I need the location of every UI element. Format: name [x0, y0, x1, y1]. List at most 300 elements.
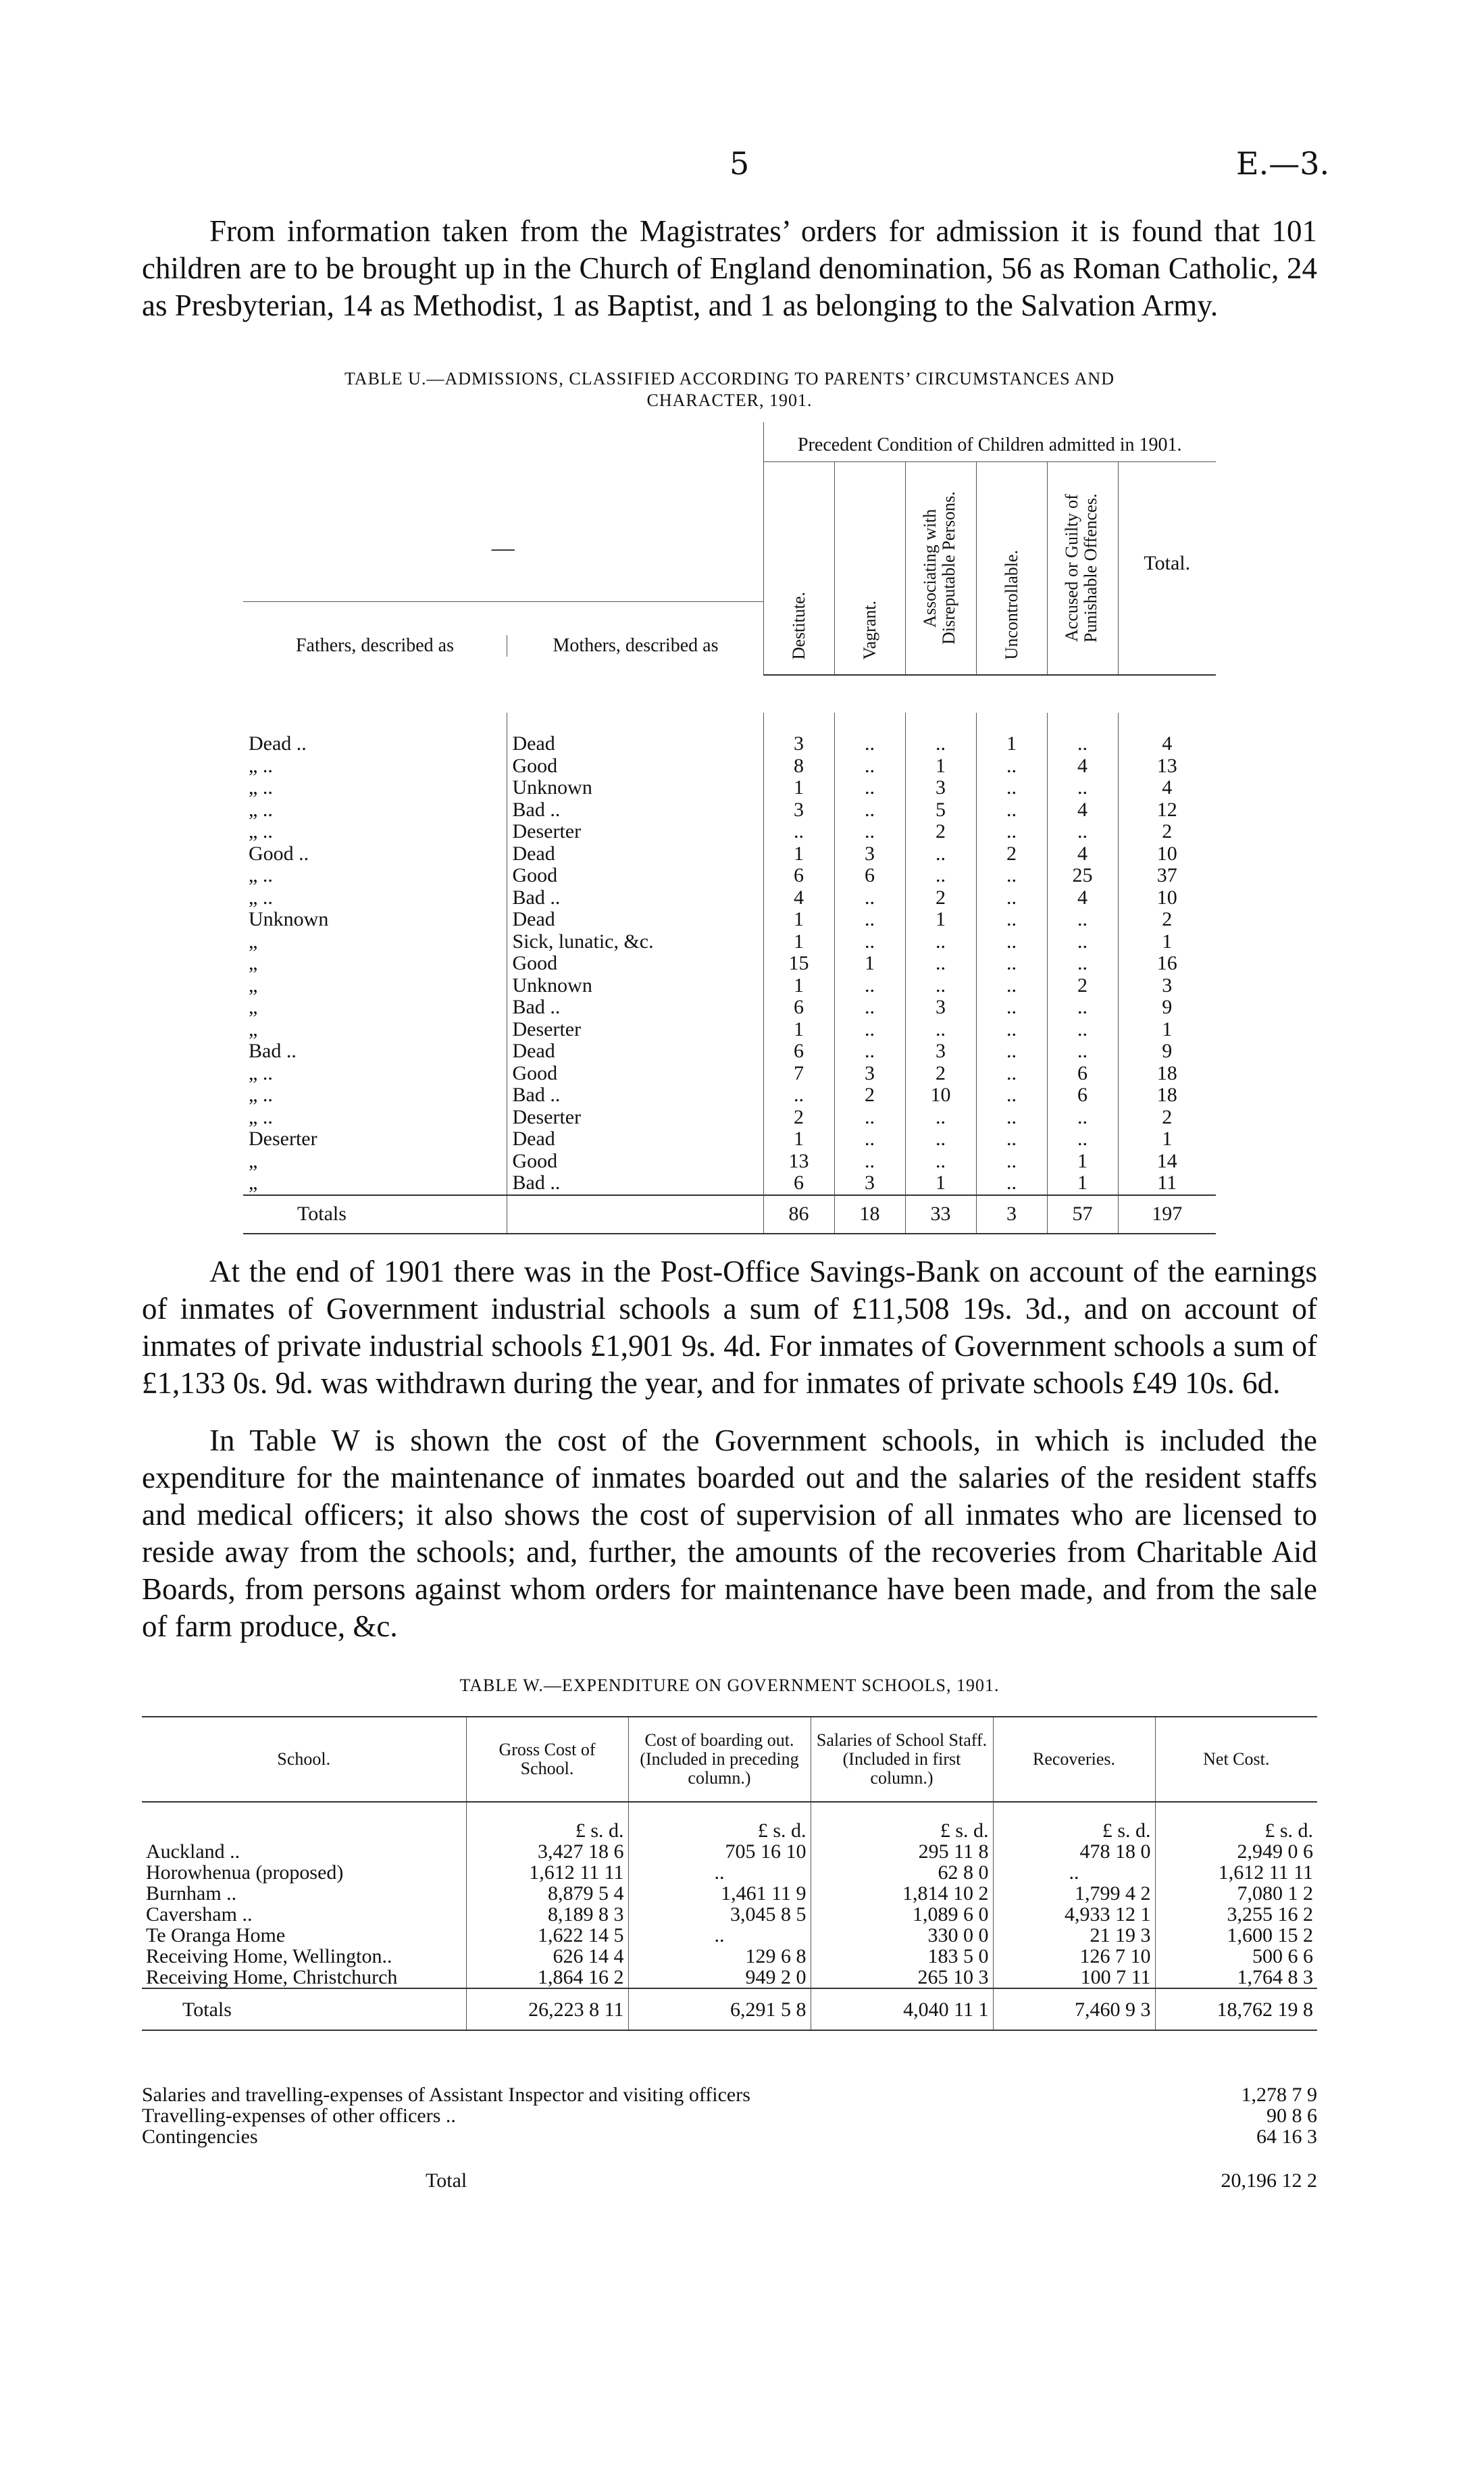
totals-value: 86: [763, 1195, 834, 1234]
value-cell: ..: [1047, 713, 1118, 755]
table-row: [243, 997, 1216, 1019]
value-cell: ..: [1047, 777, 1118, 799]
table-w-caption: TABLE W.—EXPENDITURE ON GOVERNMENT SCHOOLS, 1901.: [459, 1676, 1000, 1695]
money-cell: 100 7 11: [993, 1967, 1155, 1988]
units-cell: £ s. d.: [811, 1802, 993, 1841]
table-row: [243, 799, 1216, 822]
mother-cell: Bad ..: [507, 997, 763, 1019]
table-row: [243, 1063, 1216, 1085]
money-cell: ..: [993, 1862, 1155, 1883]
value-cell: 1: [1118, 1128, 1216, 1151]
mother-cell: Bad ..: [507, 1172, 763, 1195]
table-row: [243, 1019, 1216, 1041]
value-cell: 16: [1118, 953, 1216, 975]
value-cell: 1: [763, 1128, 834, 1151]
totals-blank: [507, 1195, 763, 1234]
mother-cell: Bad ..: [507, 887, 763, 909]
value-cell: ..: [834, 821, 905, 843]
totals-value: 3: [976, 1195, 1047, 1234]
value-cell: ..: [976, 975, 1047, 997]
value-cell: ..: [834, 755, 905, 778]
table-row: [142, 1946, 1317, 1967]
value-cell: ..: [976, 953, 1047, 975]
totals-row: [243, 1195, 1216, 1234]
paragraph-savings-bank: At the end of 1901 there was in the Post-Office Savings-Bank on account of the earnings of inmates of Government industrial schools a sum of £11,508 19s. 3d., and on account of inmates of private industrial schools £1,901 9s. 4d. For inmates of Government schools a sum of £1,133 0s. 9d. was withdrawn during the year, and for inmates of private schools £49 10s. 6d.: [142, 1255, 1317, 1400]
table-w-grand-total-row: [142, 2161, 1317, 2201]
value-cell: ..: [834, 1040, 905, 1063]
value-cell: ..: [834, 997, 905, 1019]
page-code: E.—3.: [1236, 145, 1330, 182]
value-cell: 25: [1047, 865, 1118, 887]
value-cell: 2: [905, 887, 976, 909]
table-row: [142, 1967, 1317, 1988]
extra-label: Travelling-expenses of other officers ..: [142, 2105, 456, 2127]
value-cell: ..: [834, 1107, 905, 1129]
totals-row: [142, 1988, 1317, 2030]
money-cell: 183 5 0: [811, 1946, 993, 1967]
value-cell: ..: [905, 931, 976, 953]
mother-cell: Bad ..: [507, 799, 763, 822]
value-cell: 8: [763, 755, 834, 778]
value-cell: 4: [1047, 843, 1118, 865]
value-cell: ..: [834, 713, 905, 755]
value-cell: ..: [976, 799, 1047, 822]
value-cell: ..: [834, 1128, 905, 1151]
value-cell: ..: [834, 777, 905, 799]
money-cell: 295 11 8: [811, 1841, 993, 1862]
school-cell: Receiving Home, Wellington..: [146, 1945, 392, 1967]
money-cell: 1,622 14 5: [466, 1925, 628, 1946]
value-cell: 3: [905, 777, 976, 799]
table-row: [243, 1040, 1216, 1063]
father-cell: „: [249, 1172, 258, 1194]
table-row: [243, 1172, 1216, 1195]
table-u-caption-line2: CHARACTER, 1901.: [646, 391, 813, 410]
value-cell: ..: [1047, 1128, 1118, 1151]
father-cell: „: [249, 1149, 258, 1172]
value-cell: 2: [905, 1063, 976, 1085]
value-cell: 37: [1118, 865, 1216, 887]
money-cell: 1,461 11 9: [628, 1883, 811, 1904]
value-cell: ..: [976, 1063, 1047, 1085]
table-row: [243, 931, 1216, 953]
table-u-fathers-header: Fathers, described as: [295, 635, 455, 656]
father-cell: „ ..: [249, 1105, 273, 1128]
units-cell: £ s. d.: [993, 1802, 1155, 1841]
table-row: [142, 1904, 1317, 1925]
table-w-col-boarding: Cost of boarding out. (Included in preceding column.): [628, 1717, 811, 1802]
totals-label: Totals: [243, 1195, 507, 1234]
value-cell: 2: [1118, 821, 1216, 843]
totals-value: 57: [1047, 1195, 1118, 1234]
money-cell: 3,255 16 2: [1155, 1904, 1317, 1925]
school-cell: Auckland ..: [146, 1840, 240, 1863]
table-row: [243, 843, 1216, 865]
value-cell: 4: [1047, 755, 1118, 778]
value-cell: ..: [976, 909, 1047, 931]
father-cell: „ ..: [249, 754, 273, 777]
value-cell: ..: [976, 777, 1047, 799]
value-cell: ..: [976, 821, 1047, 843]
value-cell: 2: [1047, 975, 1118, 997]
units-cell: £ s. d.: [466, 1802, 628, 1841]
father-cell: „ ..: [249, 1084, 273, 1106]
father-cell: „ ..: [249, 886, 273, 909]
grand-total-label: Total: [426, 2169, 467, 2192]
table-row: [243, 953, 1216, 975]
table-row: [243, 713, 1216, 755]
value-cell: ..: [905, 713, 976, 755]
value-cell: 6: [763, 997, 834, 1019]
value-cell: 1: [763, 975, 834, 997]
value-cell: 3: [905, 997, 976, 1019]
value-cell: ..: [1047, 953, 1118, 975]
value-cell: ..: [976, 1151, 1047, 1173]
money-cell: 126 7 10: [993, 1946, 1155, 1967]
father-cell: „: [249, 996, 258, 1018]
mother-cell: Deserter: [507, 1107, 763, 1129]
value-cell: ..: [834, 931, 905, 953]
value-cell: 1: [1047, 1151, 1118, 1173]
table-u-col-vagrant: Vagrant.: [834, 462, 905, 676]
table-w-col-net: Net Cost.: [1155, 1717, 1317, 1802]
mother-cell: Deserter: [507, 821, 763, 843]
table-u-col-total: Total.: [1118, 462, 1216, 676]
money-cell: 626 14 4: [466, 1946, 628, 1967]
value-cell: ..: [1047, 997, 1118, 1019]
table-w-col-school: School.: [142, 1717, 466, 1802]
table-w-col-recoveries: Recoveries.: [993, 1717, 1155, 1802]
money-cell: 62 8 0: [811, 1862, 993, 1883]
value-cell: ..: [976, 887, 1047, 909]
table-w-extras: [142, 2084, 1317, 2201]
value-cell: 10: [1118, 887, 1216, 909]
mother-cell: Unknown: [507, 975, 763, 997]
value-cell: 3: [834, 843, 905, 865]
value-cell: 1: [905, 909, 976, 931]
totals-value: 4,040 11 1: [811, 1988, 993, 2030]
table-row: [142, 1883, 1317, 1904]
mother-cell: Deserter: [507, 1019, 763, 1041]
money-cell: 3,427 18 6: [466, 1841, 628, 1862]
value-cell: 4: [1047, 887, 1118, 909]
value-cell: ..: [976, 1172, 1047, 1195]
table-row: [243, 909, 1216, 931]
mother-cell: Good: [507, 953, 763, 975]
extra-value: 64 16 3: [1256, 2125, 1317, 2148]
value-cell: 2: [763, 1107, 834, 1129]
units-row: [142, 1802, 1317, 1841]
value-cell: 3: [763, 713, 834, 755]
table-row: [142, 1841, 1317, 1862]
table-row: [243, 755, 1216, 778]
value-cell: ..: [976, 755, 1047, 778]
extra-row: [142, 2126, 1317, 2147]
money-cell: 705 16 10: [628, 1841, 811, 1862]
school-cell: Caversham ..: [146, 1903, 253, 1926]
table-u-mothers-header: Mothers, described as: [507, 635, 764, 657]
value-cell: 2: [905, 821, 976, 843]
table-u-header-divider: [243, 601, 763, 602]
money-cell: ..: [628, 1925, 811, 1946]
father-cell: „ ..: [249, 1061, 273, 1084]
money-cell: 265 10 3: [811, 1967, 993, 1988]
table-u-col-destitute: Destitute.: [763, 462, 834, 676]
father-cell: „: [249, 974, 258, 997]
value-cell: 1: [763, 909, 834, 931]
money-cell: 1,089 6 0: [811, 1904, 993, 1925]
value-cell: 13: [763, 1151, 834, 1173]
value-cell: 1: [1118, 931, 1216, 953]
extra-value: 90 8 6: [1266, 2105, 1317, 2127]
table-row: [243, 1084, 1216, 1107]
money-cell: 1,799 4 2: [993, 1883, 1155, 1904]
value-cell: 3: [834, 1172, 905, 1195]
page-number: 5: [730, 145, 750, 182]
table-u-caption: [142, 368, 1317, 411]
value-cell: 3: [763, 799, 834, 822]
table-u-precedent-header: Precedent Condition of Children admitted in 1901.: [763, 422, 1216, 462]
father-cell: Unknown: [249, 908, 329, 930]
value-cell: 1: [834, 953, 905, 975]
table-w-col-salaries: Salaries of School Staff. (Included in first column.): [811, 1717, 993, 1802]
value-cell: 4: [1047, 799, 1118, 822]
totals-value: 33: [905, 1195, 976, 1234]
totals-value: 26,223 8 11: [466, 1988, 628, 2030]
father-cell: „: [249, 952, 258, 974]
totals-value: 18: [834, 1195, 905, 1234]
value-cell: 1: [905, 1172, 976, 1195]
father-cell: „: [249, 930, 258, 953]
totals-value: 197: [1118, 1195, 1216, 1234]
table-u-col-uncontrollable: Uncontrollable.: [976, 462, 1047, 676]
value-cell: ..: [905, 1128, 976, 1151]
money-cell: 7,080 1 2: [1155, 1883, 1317, 1904]
value-cell: 13: [1118, 755, 1216, 778]
mother-cell: Good: [507, 1151, 763, 1173]
table-u-body: [243, 713, 1216, 1234]
money-cell: 1,612 11 11: [466, 1862, 628, 1883]
value-cell: ..: [905, 843, 976, 865]
value-cell: 1: [763, 777, 834, 799]
value-cell: ..: [834, 1151, 905, 1173]
value-cell: ..: [976, 1084, 1047, 1107]
value-cell: 2: [1118, 909, 1216, 931]
mother-cell: Sick, lunatic, &c.: [507, 931, 763, 953]
mother-cell: Dead: [507, 843, 763, 865]
value-cell: ..: [834, 909, 905, 931]
units-cell: £ s. d.: [1155, 1802, 1317, 1841]
value-cell: 14: [1118, 1151, 1216, 1173]
money-cell: 3,045 8 5: [628, 1904, 811, 1925]
money-cell: 1,600 15 2: [1155, 1925, 1317, 1946]
father-cell: Dead ..: [249, 732, 307, 755]
value-cell: ..: [763, 821, 834, 843]
value-cell: 1: [763, 931, 834, 953]
value-cell: ..: [1047, 1040, 1118, 1063]
table-row: [243, 975, 1216, 997]
father-cell: Good ..: [249, 842, 309, 865]
value-cell: 11: [1118, 1172, 1216, 1195]
money-cell: 330 0 0: [811, 1925, 993, 1946]
father-cell: „ ..: [249, 864, 273, 886]
value-cell: 4: [1118, 713, 1216, 755]
value-cell: 15: [763, 953, 834, 975]
value-cell: 6: [1047, 1084, 1118, 1107]
value-cell: 1: [976, 713, 1047, 755]
mother-cell: Good: [507, 865, 763, 887]
table-w: [142, 1716, 1317, 2031]
money-cell: 1,612 11 11: [1155, 1862, 1317, 1883]
units-cell: £ s. d.: [628, 1802, 811, 1841]
mother-cell: Dead: [507, 1128, 763, 1151]
value-cell: ..: [763, 1084, 834, 1107]
value-cell: 6: [834, 865, 905, 887]
value-cell: ..: [976, 1107, 1047, 1129]
extra-row: [142, 2105, 1317, 2126]
table-row: [243, 777, 1216, 799]
value-cell: 10: [905, 1084, 976, 1107]
value-cell: ..: [976, 865, 1047, 887]
money-cell: 8,189 8 3: [466, 1904, 628, 1925]
table-row: [243, 1128, 1216, 1151]
mother-cell: Unknown: [507, 777, 763, 799]
value-cell: ..: [1047, 909, 1118, 931]
grand-total-value: 20,196 12 2: [1221, 2169, 1317, 2192]
value-cell: ..: [1047, 931, 1118, 953]
value-cell: ..: [976, 931, 1047, 953]
value-cell: 2: [976, 843, 1047, 865]
value-cell: 6: [763, 1172, 834, 1195]
mother-cell: Dead: [507, 909, 763, 931]
mother-cell: Good: [507, 1063, 763, 1085]
value-cell: ..: [834, 887, 905, 909]
money-cell: 478 18 0: [993, 1841, 1155, 1862]
value-cell: ..: [834, 1019, 905, 1041]
mother-cell: Good: [507, 755, 763, 778]
school-cell: Te Oranga Home: [146, 1924, 286, 1946]
value-cell: ..: [976, 1128, 1047, 1151]
money-cell: 2,949 0 6: [1155, 1841, 1317, 1862]
value-cell: 3: [1118, 975, 1216, 997]
extra-label: Salaries and travelling-expenses of Assistant Inspector and visiting officers: [142, 2084, 750, 2106]
value-cell: 1: [1047, 1172, 1118, 1195]
father-cell: „ ..: [249, 820, 273, 842]
extra-row: [142, 2084, 1317, 2105]
table-u-corner-dash: —: [491, 536, 515, 561]
value-cell: 6: [763, 865, 834, 887]
value-cell: 9: [1118, 997, 1216, 1019]
mother-cell: Dead: [507, 1040, 763, 1063]
totals-value: 18,762 19 8: [1155, 1988, 1317, 2030]
value-cell: ..: [976, 997, 1047, 1019]
father-cell: „ ..: [249, 776, 273, 799]
value-cell: 4: [1118, 777, 1216, 799]
value-cell: 7: [763, 1063, 834, 1085]
table-row: [243, 821, 1216, 843]
paragraph-denominations: From information taken from the Magistrates’ orders for admission it is found that 101 children are to be brought up in the Church of England denomination, 56 as Roman Catholic, 24 as Presbyterian, 14 as Methodist, 1 as Baptist, and 1 as belonging to the Salvation Army.: [142, 214, 1317, 322]
school-cell: Burnham ..: [146, 1882, 237, 1905]
value-cell: ..: [1047, 821, 1118, 843]
money-cell: 4,933 12 1: [993, 1904, 1155, 1925]
money-cell: 129 6 8: [628, 1946, 811, 1967]
mother-cell: Dead: [507, 713, 763, 755]
value-cell: 5: [905, 799, 976, 822]
value-cell: 12: [1118, 799, 1216, 822]
value-cell: 18: [1118, 1084, 1216, 1107]
value-cell: ..: [905, 1151, 976, 1173]
value-cell: 3: [834, 1063, 905, 1085]
money-cell: 1,814 10 2: [811, 1883, 993, 1904]
table-row: [142, 1862, 1317, 1883]
value-cell: 6: [1047, 1063, 1118, 1085]
value-cell: ..: [905, 1019, 976, 1041]
value-cell: ..: [1047, 1019, 1118, 1041]
father-cell: „: [249, 1017, 258, 1040]
value-cell: ..: [905, 953, 976, 975]
money-cell: 949 2 0: [628, 1967, 811, 1988]
value-cell: 2: [1118, 1107, 1216, 1129]
totals-value: 7,460 9 3: [993, 1988, 1155, 2030]
extra-value: 1,278 7 9: [1241, 2084, 1317, 2106]
value-cell: 1: [763, 1019, 834, 1041]
table-w-col-gross: Gross Cost of School.: [466, 1717, 628, 1802]
value-cell: 2: [834, 1084, 905, 1107]
value-cell: 9: [1118, 1040, 1216, 1063]
value-cell: ..: [834, 975, 905, 997]
value-cell: ..: [905, 1107, 976, 1129]
money-cell: ..: [628, 1862, 811, 1883]
table-row: [243, 1107, 1216, 1129]
money-cell: 1,864 16 2: [466, 1967, 628, 1988]
value-cell: 3: [905, 1040, 976, 1063]
school-cell: Horowhenua (proposed): [146, 1861, 344, 1884]
value-cell: 1: [905, 755, 976, 778]
table-row: [142, 1925, 1317, 1946]
value-cell: 4: [763, 887, 834, 909]
value-cell: ..: [1047, 1107, 1118, 1129]
value-cell: 1: [1118, 1019, 1216, 1041]
value-cell: ..: [834, 799, 905, 822]
value-cell: ..: [976, 1040, 1047, 1063]
table-row: [243, 865, 1216, 887]
totals-value: 6,291 5 8: [628, 1988, 811, 2030]
mother-cell: Bad ..: [507, 1084, 763, 1107]
table-row: [243, 1151, 1216, 1173]
money-cell: 500 6 6: [1155, 1946, 1317, 1967]
value-cell: ..: [905, 975, 976, 997]
money-cell: 1,764 8 3: [1155, 1967, 1317, 1988]
value-cell: 10: [1118, 843, 1216, 865]
father-cell: „ ..: [249, 798, 273, 821]
units-blank: [142, 1802, 466, 1841]
value-cell: 6: [763, 1040, 834, 1063]
table-u-col-associating: Associating with Disreputable Persons.: [905, 462, 976, 676]
extra-label: Contingencies: [142, 2125, 258, 2148]
father-cell: Bad ..: [249, 1040, 297, 1062]
money-cell: 21 19 3: [993, 1925, 1155, 1946]
totals-label: Totals: [142, 1988, 466, 2030]
table-row: [243, 887, 1216, 909]
father-cell: Deserter: [249, 1128, 317, 1150]
paragraph-table-w-intro: In Table W is shown the cost of the Government schools, in which is included the expenditure for the maintenance of inmates boarded out and the salaries of the resident staffs and medical officers; it also shows the cost of supervision of all inmates who are licensed to reside away from the schools; and, further, the amounts of the recoveries from Charitable Aid Boards, from persons against whom orders for maintenance have been made, and from the sale of farm produce, &c.: [142, 1424, 1317, 1643]
value-cell: ..: [976, 1019, 1047, 1041]
value-cell: 1: [763, 843, 834, 865]
school-cell: Receiving Home, Christchurch: [146, 1966, 398, 1988]
table-u-col-accused: Accused or Guilty of Punishable Offences.: [1047, 462, 1118, 676]
value-cell: ..: [905, 865, 976, 887]
table-u-caption-line1: TABLE U.—ADMISSIONS, CLASSIFIED ACCORDING TO PARENTS’ CIRCUMSTANCES AND: [344, 369, 1115, 388]
